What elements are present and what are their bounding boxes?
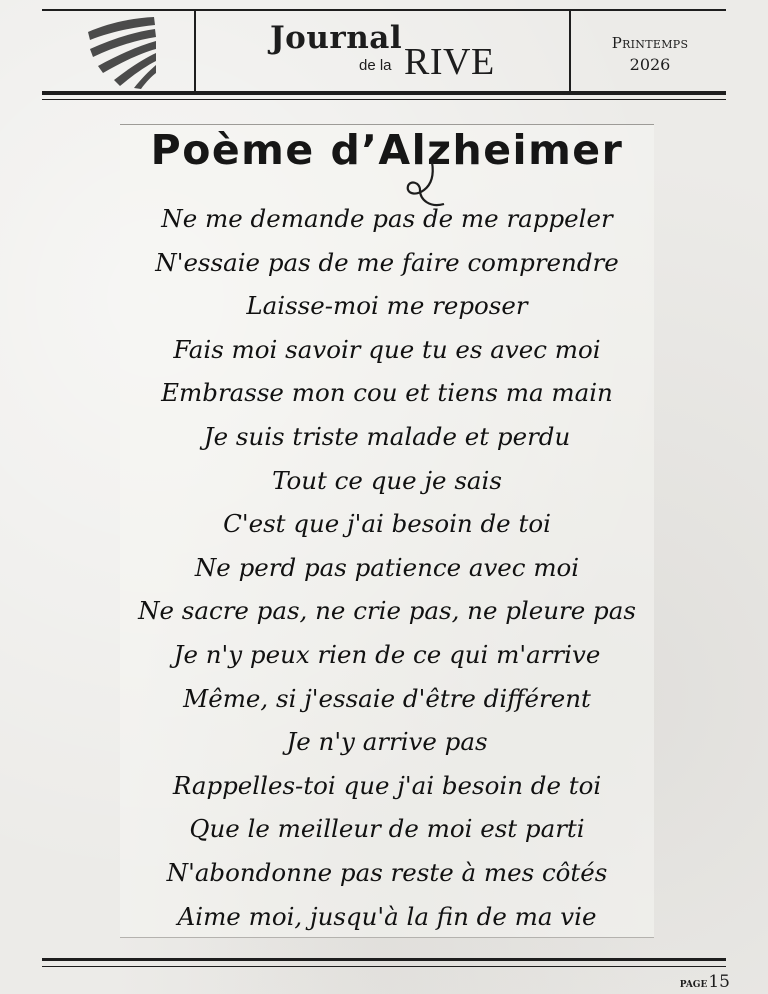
poem-title: Poème d’Alzheimer (150, 126, 624, 174)
poem-line: Je n'y arrive pas (286, 727, 488, 757)
poem-line: Ne perd pas patience avec moi (194, 552, 580, 582)
poem-line: Rappelles-toi que j'ai besoin de toi (172, 770, 602, 800)
poem-line: Fais moi savoir que tu es avec moi (173, 334, 601, 364)
poem-line: N'abondonne pas reste à mes côtés (166, 857, 608, 887)
page-number-value: 15 (708, 972, 730, 992)
header-top-rule (42, 9, 726, 11)
poem-lines (100, 197, 674, 938)
poem-line: Je suis triste malade et perdu (203, 421, 571, 451)
poem-line: N'essaie pas de me faire comprendre (155, 247, 619, 277)
poem-line: Aime moi, jusqu'à la fin de ma vie (177, 901, 597, 931)
issue-year: 2026 (629, 55, 671, 74)
poem-line: Que le meilleur de moi est parti (189, 814, 585, 844)
footer-rule-thick (42, 958, 726, 961)
page-label: page (679, 976, 708, 991)
poem-line: Je n'y peux rien de ce qui m'arrive (173, 639, 601, 669)
poem-line: Ne me demande pas de me rappeler (161, 204, 613, 233)
brand-rive-text: RIVE (404, 41, 495, 83)
brand-de-la-text: de la (359, 57, 392, 74)
curved-stripes-logo-icon (86, 14, 158, 90)
footer-rule-thin (42, 966, 726, 967)
issue-season: Printemps (611, 34, 689, 52)
poem-line: Embrasse mon cou et tiens ma main (161, 378, 613, 408)
header-bottom-rule-thin (42, 99, 726, 100)
brand-journal-text: Journal (270, 20, 403, 56)
poem-line: Tout ce que je sais (272, 465, 502, 495)
poem-line: Laisse-moi me reposer (246, 291, 528, 321)
journal-brand (196, 12, 568, 92)
poem-line: C'est que j'ai besoin de toi (223, 509, 551, 539)
poem-line: Ne sacre pas, ne crie pas, ne pleure pas (138, 596, 636, 626)
page-number (680, 972, 730, 992)
header-divider-right (569, 9, 571, 92)
poem-line: Même, si j'essaie d'être différent (183, 683, 591, 713)
